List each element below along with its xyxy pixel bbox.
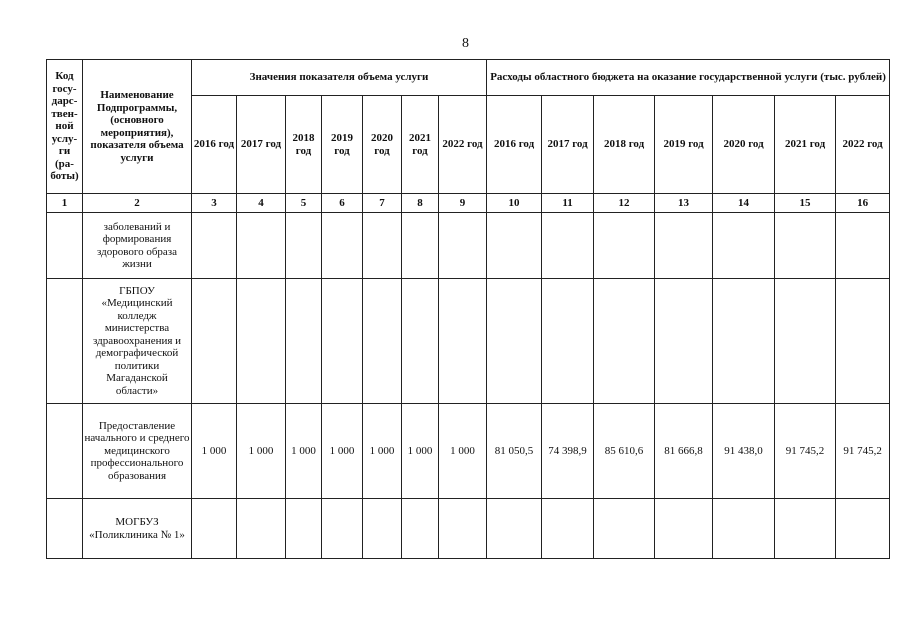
indicator-cell [286,279,322,404]
column-number: 11 [542,194,594,213]
column-number: 13 [655,194,713,213]
header-name: Наименование Подпрограммы, (основного мероприятия), показателя объема услуги [83,60,192,194]
column-number: 8 [402,194,439,213]
expense-year-header: 2016 год [487,96,542,194]
expense-cell: 85 610,6 [594,404,655,499]
indicator-cell [439,279,487,404]
page-number: 8 [462,36,469,51]
expense-year-header: 2020 год [713,96,775,194]
column-number: 3 [192,194,237,213]
indicator-cell [322,213,363,279]
indicator-cell [192,279,237,404]
indicator-cell: 1 000 [322,404,363,499]
indicator-year-header: 2016 год [192,96,237,194]
indicator-cell [322,499,363,559]
column-number: 6 [322,194,363,213]
expense-cell [594,499,655,559]
column-number: 1 [47,194,83,213]
code-cell [47,499,83,559]
column-number: 15 [775,194,836,213]
table-row [47,404,890,499]
column-number: 10 [487,194,542,213]
indicator-cell [286,499,322,559]
code-cell [47,404,83,499]
indicator-cell [322,279,363,404]
expense-cell [655,279,713,404]
indicator-year-header: 2017 год [237,96,286,194]
indicator-cell [286,213,322,279]
expense-cell [487,213,542,279]
expense-cell [594,279,655,404]
expense-cell [713,213,775,279]
expense-cell: 91 438,0 [713,404,775,499]
expense-cell [836,279,890,404]
indicator-cell: 1 000 [286,404,322,499]
indicator-cell [192,213,237,279]
header-code: Код госу-дарс-твен-ной услу-ги (ра-боты) [47,60,83,194]
indicator-year-header: 2022 год [439,96,487,194]
table-row [47,213,890,279]
indicator-cell [402,279,439,404]
header-row-groups [47,60,890,96]
indicator-cell [363,499,402,559]
column-number-row [47,194,890,213]
indicator-cell [237,213,286,279]
expense-cell [775,279,836,404]
indicator-cell [402,213,439,279]
indicator-cell [439,213,487,279]
expense-year-header: 2021 год [775,96,836,194]
code-cell [47,213,83,279]
expense-cell: 91 745,2 [775,404,836,499]
column-number: 14 [713,194,775,213]
expense-cell [542,213,594,279]
expense-cell [542,279,594,404]
expense-cell [487,279,542,404]
expense-cell [594,213,655,279]
expense-cell [775,499,836,559]
column-number: 5 [286,194,322,213]
indicator-cell: 1 000 [363,404,402,499]
table-row [47,499,890,559]
expense-year-header: 2018 год [594,96,655,194]
expense-cell [836,499,890,559]
indicator-cell [363,279,402,404]
column-number: 2 [83,194,192,213]
indicator-cell: 1 000 [237,404,286,499]
expense-cell [487,499,542,559]
indicator-cell [439,499,487,559]
expense-cell [775,213,836,279]
expense-year-header: 2022 год [836,96,890,194]
expense-cell [836,213,890,279]
expense-cell [655,499,713,559]
column-number: 12 [594,194,655,213]
column-number: 7 [363,194,402,213]
indicator-cell: 1 000 [192,404,237,499]
indicator-cell: 1 000 [402,404,439,499]
indicator-year-header: 2019 год [322,96,363,194]
indicator-cell [237,279,286,404]
header-indicator-group: Значения показателя объема услуги [192,60,487,96]
name-cell: Предоставление начального и среднего медицинского профессионального образования [83,404,192,499]
indicator-cell [363,213,402,279]
table-row [47,279,890,404]
name-cell: ГБПОУ «Медицинский колледж министерства здравоохранения и демографической политики Магаданской области» [83,279,192,404]
expense-cell [713,279,775,404]
indicator-year-header: 2018 год [286,96,322,194]
budget-table [46,59,890,559]
name-cell: заболеваний и формирования здорового образа жизни [83,213,192,279]
header-expense-group: Расходы областного бюджета на оказание государственной услуги (тыс. рублей) [487,60,890,96]
expense-cell [713,499,775,559]
indicator-cell [192,499,237,559]
indicator-cell [402,499,439,559]
name-cell: МОГБУЗ «Поликлиника № 1» [83,499,192,559]
expense-year-header: 2017 год [542,96,594,194]
expense-cell: 81 050,5 [487,404,542,499]
expense-cell: 81 666,8 [655,404,713,499]
expense-cell: 74 398,9 [542,404,594,499]
column-number: 16 [836,194,890,213]
indicator-year-header: 2020 год [363,96,402,194]
indicator-cell [237,499,286,559]
expense-cell: 91 745,2 [836,404,890,499]
expense-cell [655,213,713,279]
indicator-year-header: 2021 год [402,96,439,194]
column-number: 9 [439,194,487,213]
expense-year-header: 2019 год [655,96,713,194]
column-number: 4 [237,194,286,213]
expense-cell [542,499,594,559]
code-cell [47,279,83,404]
indicator-cell: 1 000 [439,404,487,499]
